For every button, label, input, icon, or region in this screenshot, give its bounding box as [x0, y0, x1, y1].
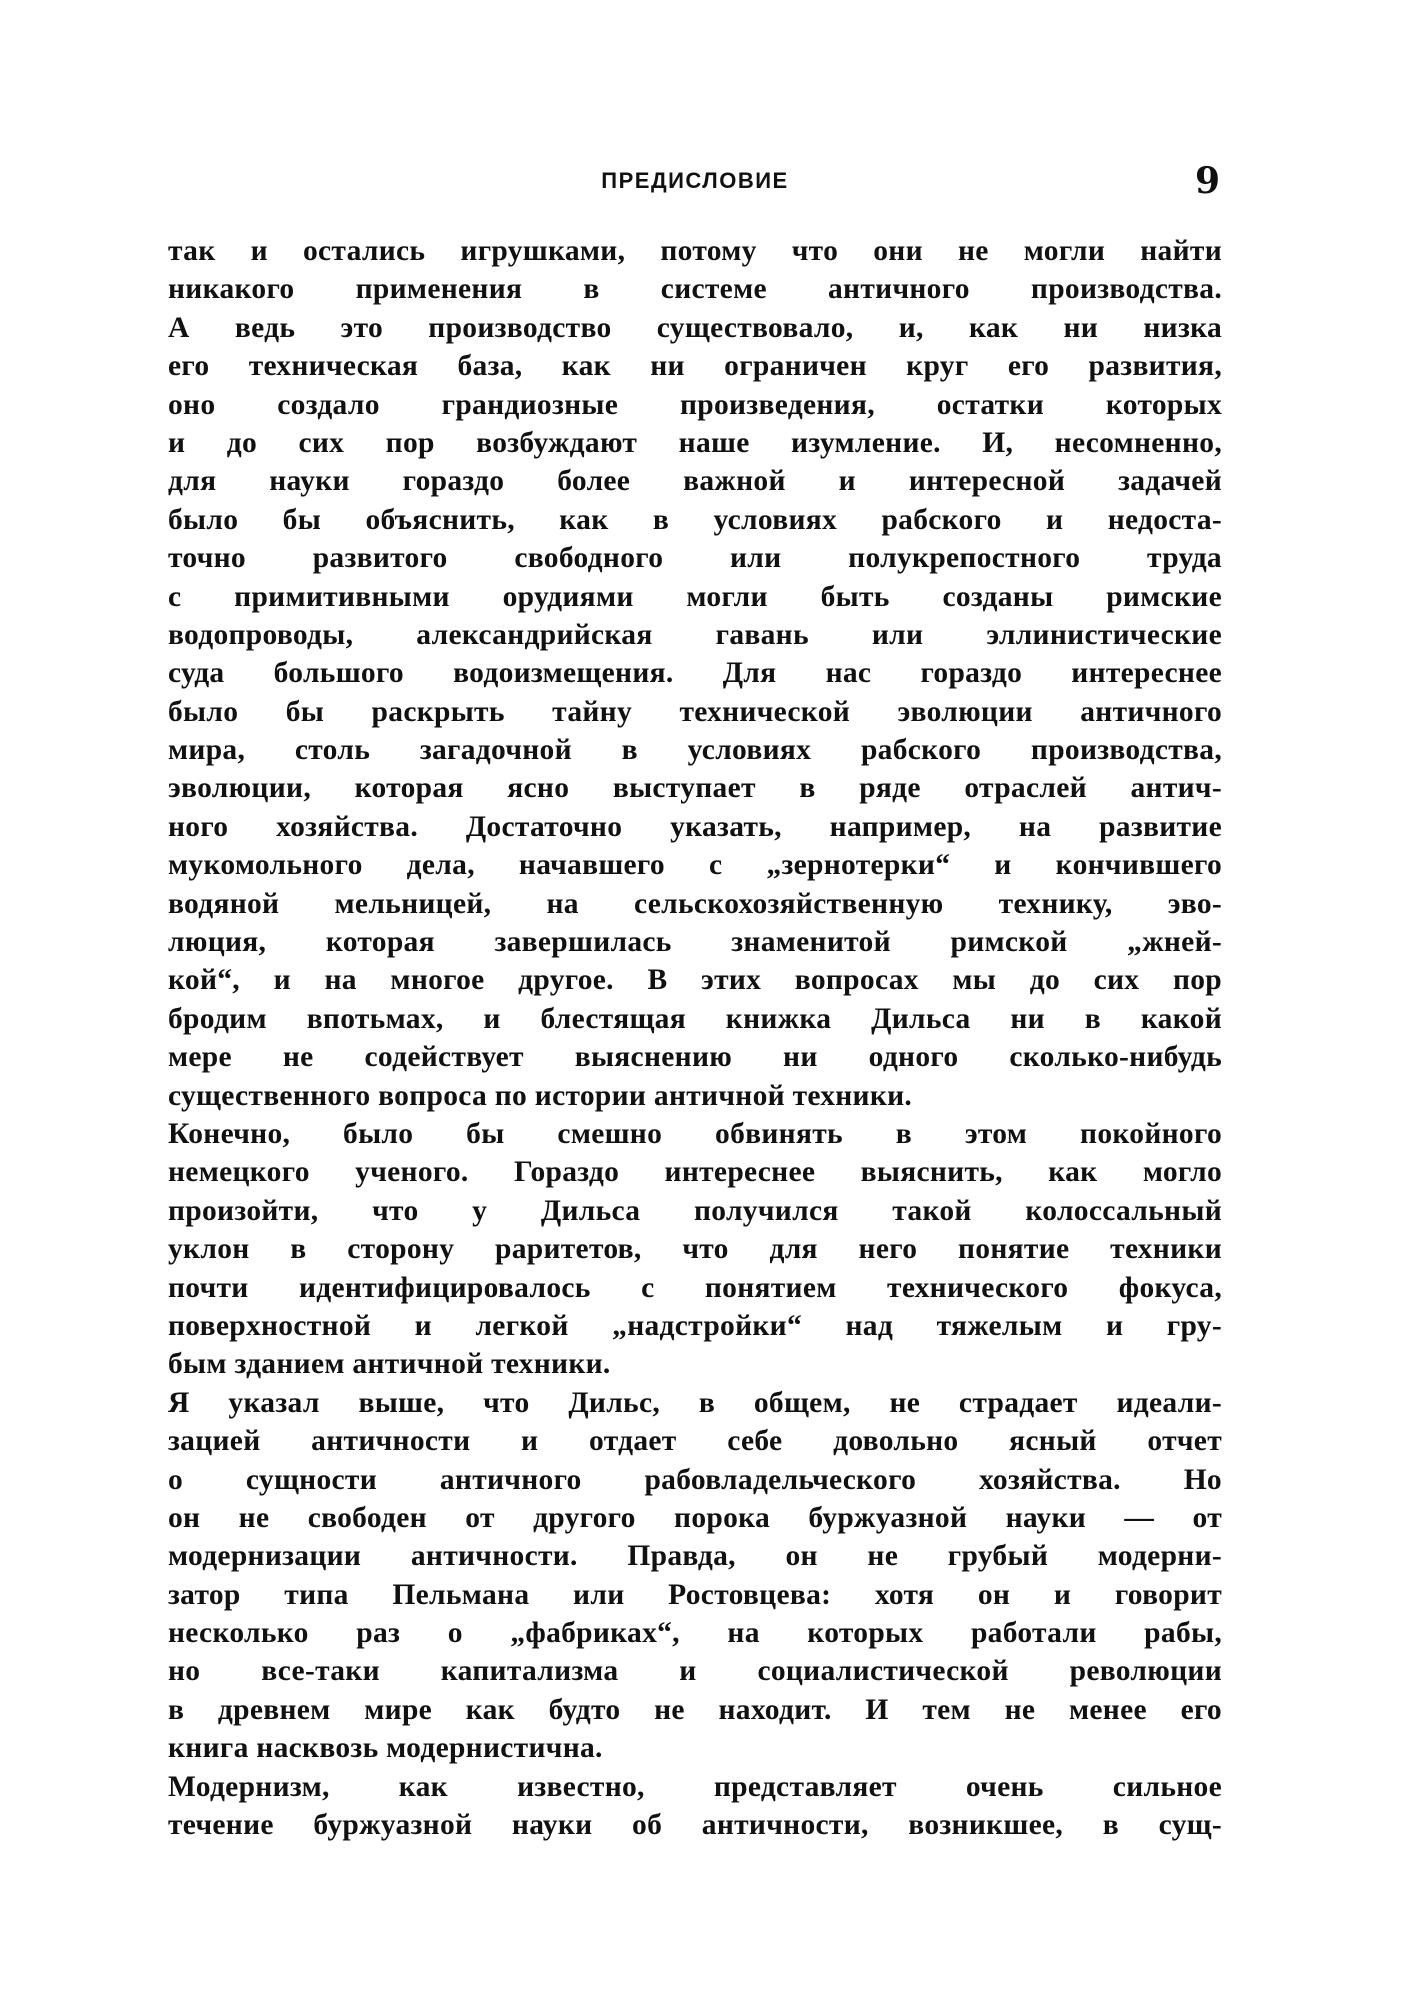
text-line: водопроводы, александрийская гавань или эллинистические [168, 618, 1222, 651]
text-line: точно развитого свободного или полукрепостного труда [168, 542, 1222, 575]
text-line: А ведь это производство существовало, и, как ни низка [168, 311, 1222, 344]
body-text [168, 232, 1222, 1844]
text-line: и до сих пор возбуждают наше изумление. И, несомненно, [168, 426, 1222, 459]
text-line: люция, которая завершилась знаменитой римской „жней- [168, 926, 1222, 959]
text-line: в древнем мире как будто не находит. И тем не менее его [168, 1693, 1222, 1726]
text-line: течение буржуазной науки об античности, возникшее, в сущ- [168, 1809, 1222, 1842]
text-line: его техническая база, как ни ограничен круг его развития, [168, 350, 1222, 383]
text-line: бродим впотьмах, и блестящая книжка Дильса ни в какой [168, 1002, 1222, 1035]
text-line: книга насквозь модернистична. [168, 1732, 603, 1765]
text-line: Я указал выше, что Дильс, в общем, не страдает идеали- [168, 1386, 1222, 1419]
text-line: для науки гораздо более важной и интересной задачей [168, 465, 1222, 498]
text-line: было бы раскрыть тайну технической эволюции античного [168, 695, 1222, 728]
text-line: почти идентифицировалось с понятием технического фокуса, [168, 1271, 1222, 1304]
running-head [170, 160, 1220, 206]
text-line: с примитивными орудиями могли быть созданы римские [168, 580, 1222, 613]
text-line: Модернизм, как известно, представляет очень сильное [168, 1770, 1222, 1803]
text-line: суда большого водоизмещения. Для нас гораздо интереснее [168, 657, 1222, 690]
text-line: так и остались игрушками, потому что они не могли найти [168, 235, 1222, 267]
text-line: зацией античности и отдает себе довольно ясный отчет [168, 1425, 1222, 1458]
text-line: ного хозяйства. Достаточно указать, например, на развитие [168, 810, 1222, 843]
text-line: поверхностной и легкой „надстройки“ над тяжелым и гру- [168, 1309, 1222, 1342]
text-line: водяной мельницей, на сельскохозяйственную технику, эво- [168, 887, 1222, 920]
text-line: модернизации античности. Правда, он не грубый модерни- [168, 1540, 1222, 1573]
text-line: произойти, что у Дильса получился такой колоссальный [168, 1194, 1222, 1227]
text-line: уклон в сторону раритетов, что для него понятие техники [168, 1233, 1222, 1266]
text-line: несколько раз о „фабриках“, на которых работали рабы, [168, 1617, 1222, 1650]
text-line: о сущности античного рабовладельческого хозяйства. Но [168, 1463, 1222, 1496]
text-line: бым зданием античной техники. [168, 1348, 611, 1381]
text-line: он не свободен от другого порока буржуазной науки — от [168, 1501, 1222, 1534]
text-line: эволюции, которая ясно выступает в ряде отраслей антич- [168, 772, 1222, 805]
text-line: оно создало грандиозные произведения, остатки которых [168, 388, 1222, 421]
text-line: немецкого ученого. Гораздо интереснее выяснить, как могло [168, 1156, 1222, 1189]
text-line: никакого применения в системе античного производства. [168, 273, 1222, 306]
text-line: но все-таки капитализма и социалистической революции [168, 1655, 1222, 1688]
text-line: мукомольного дела, начавшего с „зернотерки“ и кончившего [168, 849, 1222, 882]
text-line: затор типа Пельмана или Ростовцева: хотя он и говорит [168, 1578, 1222, 1611]
page-title: ПРЕДИСЛОВИЕ [601, 168, 789, 193]
text-line: существенного вопроса по истории античной техники. [168, 1079, 913, 1112]
text-line: мира, столь загадочной в условиях рабского производства, [168, 734, 1222, 767]
text-line: кой“, и на многое другое. В этих вопросах мы до сих пор [168, 964, 1222, 997]
page-number: 9 [1194, 160, 1220, 202]
text-line: Конечно, было бы смешно обвинять в этом покойного [168, 1117, 1222, 1150]
text-line: мере не содействует выяснению ни одного сколько-нибудь [168, 1041, 1222, 1074]
text-line: было бы объяснить, как в условиях рабского и недоста- [168, 503, 1222, 536]
